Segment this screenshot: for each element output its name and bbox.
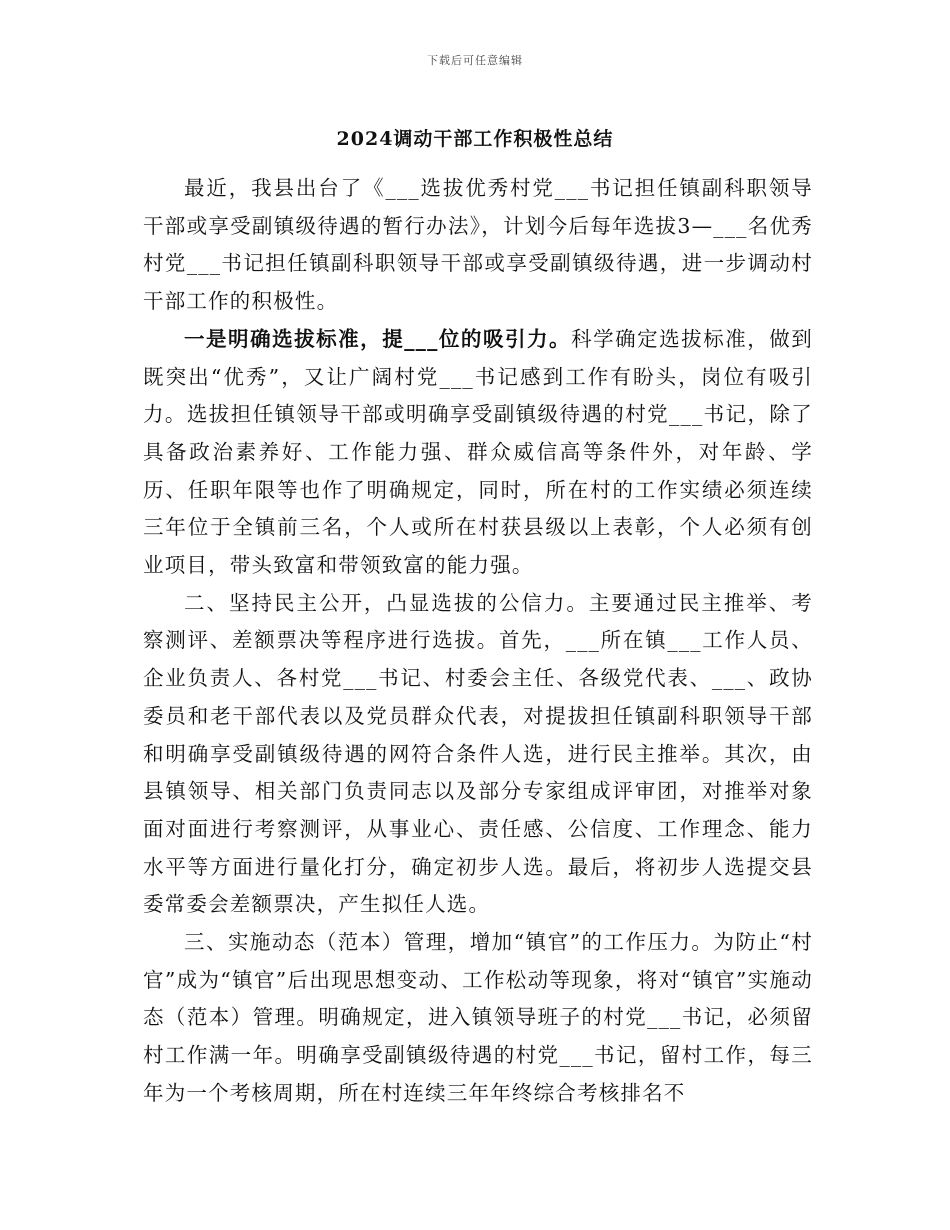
- document-title: 2024调动干部工作积极性总结: [336, 128, 614, 150]
- paragraph-text: 三、实施动态（范本）管理，增加“镇官”的工作压力。为防止“村官”成为“镇官”后出现思想变动、工作松动等现象，将对“镇官”实施动态（范本）管理。明确规定，进入镇领导班子的村党___书记，必须留村工作满一年。明确享受副镇级待遇的村党___书记，留村工作，每三年为一个考核周期，所在村连续三年年终综合考核排名不: [143, 930, 813, 1105]
- page-header-note: 下载后可任意编辑: [427, 54, 523, 67]
- paragraph-lead: 一是明确选拔标准，提___位的吸引力。: [184, 326, 572, 351]
- document-body: [143, 170, 813, 1113]
- paragraph-text: 二、坚持民主公开，凸显选拔的公信力。主要通过民主推举、考察测评、差额票决等程序进行选拔。首先，___所在镇___工作人员、企业负责人、各村党___书记、村委会主任、各级党代表、___、政协委员和老干部代表以及党员群众代表，对提拔担任镇副科职领导干部和明确享受副镇级待遇的网符合条件人选，进行民主推举。其次，由县镇领导、相关部门负责同志以及部分专家组成评审团，对推举对象面对面进行考察测评，从事业心、责任感、公信度、工作理念、能力水平等方面进行量化打分，确定初步人选。最后，将初步人选提交县委常委会差额票决，产生拟任人选。: [143, 590, 813, 917]
- paragraph-point-two: [143, 585, 813, 924]
- paragraph-text: 最近，我县出台了《___选拔优秀村党___书记担任镇副科职领导干部或享受副镇级待遇的暂行办法》，计划今后每年选拔3—___名优秀村党___书记担任镇副科职领导干部或享受副镇级待遇，进一步调动村干部工作的积极性。: [143, 176, 813, 314]
- paragraph-intro: [143, 170, 813, 321]
- paragraph-point-three: [143, 924, 813, 1113]
- paragraph-point-one: [143, 321, 813, 585]
- paragraph-text: 科学确定选拔标准，做到既突出“优秀”，又让广阔村党___书记感到工作有盼头，岗位有吸引力。选拔担任镇领导干部或明确享受副镇级待遇的村党___书记，除了具备政治素养好、工作能力强、群众威信高等条件外，对年龄、学历、任职年限等也作了明确规定，同时，所在村的工作实绩必须连续三年位于全镇前三名，个人或所在村获县级以上表彰，个人必须有创业项目，带头致富和带领致富的能力强。: [143, 326, 813, 578]
